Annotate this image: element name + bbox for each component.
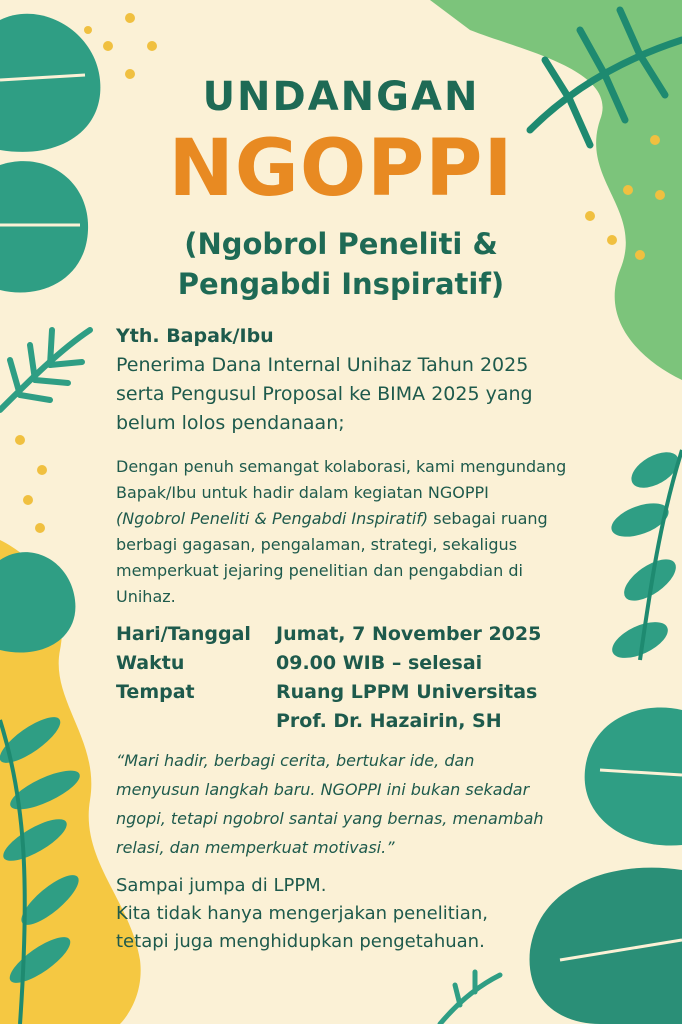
body-line: memperkuat jejaring penelitian dan pengabdian di — [116, 561, 523, 580]
addressee-line: Penerima Dana Internal Unihaz Tahun 2025 — [116, 354, 529, 376]
place-label-spacer — [116, 707, 276, 736]
quote-line: ngopi, tetapi ngobrol santai yang bernas, menambah — [116, 809, 544, 828]
detail-row-place — [116, 678, 616, 707]
title-ngoppi: NGOPPI — [168, 124, 514, 214]
detail-row-time — [116, 649, 616, 678]
body-line-mixed — [116, 506, 636, 532]
addressee-block — [116, 322, 586, 438]
quote-block — [116, 746, 636, 862]
detail-row-date — [116, 620, 616, 649]
addressee-line: belum lolos pendanaan; — [116, 412, 345, 434]
body-line: Unihaz. — [116, 587, 176, 606]
event-full-name: (Ngobrol Peneliti & Pengabdi Inspiratif) — [116, 509, 429, 528]
place-value-cont: Prof. Dr. Hazairin, SH — [276, 710, 502, 732]
time-label: Waktu — [116, 652, 185, 674]
body-line: Bapak/Ibu untuk hadir dalam kegiatan NGOPPI — [116, 483, 489, 502]
closing-block — [116, 872, 596, 956]
place-label: Tempat — [116, 681, 195, 703]
body-line: Dengan penuh semangat kolaborasi, kami mengundang — [116, 457, 567, 476]
quote-line: menyusun langkah baru. NGOPPI ini bukan sekadar — [116, 780, 530, 799]
subtitle-line: Pengabdi Inspiratif) — [177, 267, 505, 301]
subtitle-line: (Ngobrol Peneliti & — [184, 227, 498, 261]
body-paragraph — [116, 454, 636, 610]
closing-line: tetapi juga menghidupkan pengetahuan. — [116, 931, 485, 952]
body-line-rest: sebagai ruang — [428, 509, 548, 528]
closing-line: Sampai jumpa di LPPM. — [116, 875, 327, 896]
date-value: Jumat, 7 November 2025 — [276, 623, 542, 645]
detail-row-place-cont — [116, 707, 616, 736]
time-value: 09.00 WIB – selesai — [276, 652, 483, 674]
subtitle — [0, 224, 682, 304]
body-line: berbagi gagasan, pengalaman, strategi, sekaligus — [116, 535, 518, 554]
date-label: Hari/Tanggal — [116, 623, 251, 645]
place-value: Ruang LPPM Universitas — [276, 681, 538, 703]
title-undangan: UNDANGAN — [202, 74, 480, 120]
event-details — [116, 620, 616, 736]
closing-line: Kita tidak hanya mengerjakan penelitian, — [116, 903, 488, 924]
addressee-line: serta Pengusul Proposal ke BIMA 2025 yang — [116, 383, 533, 405]
quote-line: “Mari hadir, berbagi cerita, bertukar ide, dan — [116, 751, 475, 770]
greeting: Yth. Bapak/Ibu — [116, 325, 274, 347]
quote-line: relasi, dan memperkuat motivasi.” — [116, 838, 395, 857]
